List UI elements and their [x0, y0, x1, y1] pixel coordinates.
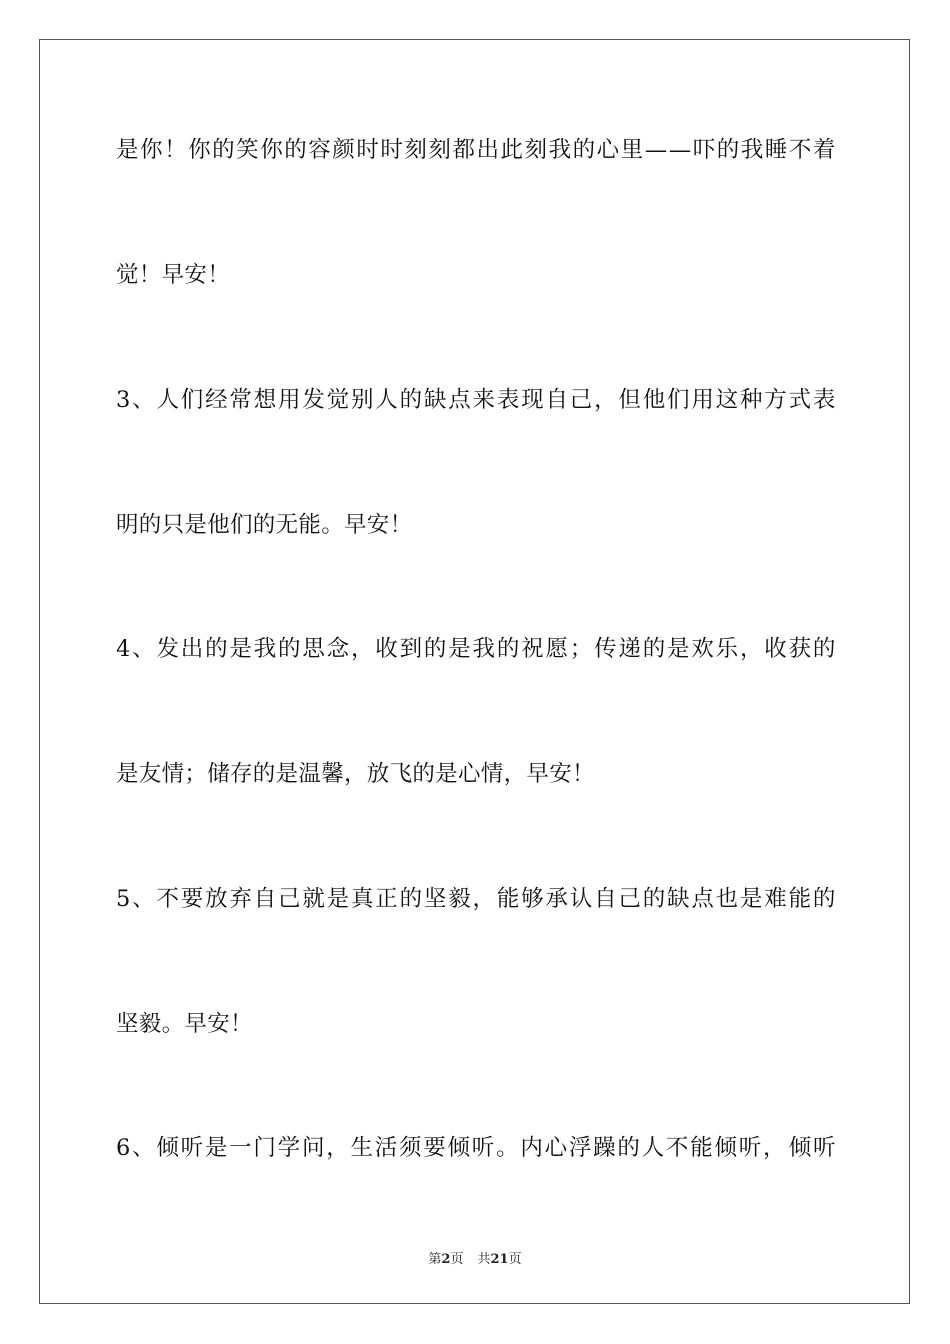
text-line-3: 3 、 人 们 经 常 想 用 发 觉 别 人 的 缺 点 来 表 现 自 己 ， 但 他 们 用 这 种 方 式 表: [116, 387, 836, 413]
text-line-9: 6 、 倾 听 是 一 门 学 问 ， 生 活 须 要 倾 听 。 内 心 浮 躁 的 人 不 能 倾 听 ， 倾 听: [116, 1135, 836, 1161]
text-line-6: 是友情；储存的是温馨，放飞的是心情，早安！: [116, 761, 595, 787]
text-line-1: 是 你 ！ 你 的 笑 你 的 容 颜 时 时 刻 刻 都 出 此 刻 我 的 心 里 — — 吓 的 我 睡 不 着: [116, 137, 836, 163]
text-line-5: 4 、 发 出 的 是 我 的 思 念 ， 收 到 的 是 我 的 祝 愿 ； 传 递 的 是 欢 乐 ， 收 获 的: [116, 636, 836, 662]
footer-page-suffix: 页: [450, 1252, 464, 1267]
page-footer: [0, 1248, 950, 1267]
footer-total-suffix: 页: [508, 1252, 522, 1267]
footer-page-prefix: 第: [428, 1252, 442, 1267]
footer-total-pages: 21: [490, 1252, 509, 1267]
text-line-2: 觉！早安！: [116, 262, 231, 288]
text-line-4: 明的只是他们的无能。早安！: [116, 512, 413, 538]
text-line-8: 坚毅。早安！: [116, 1011, 253, 1037]
footer-page-number: 2: [441, 1252, 451, 1267]
text-line-7: 5 、 不 要 放 弃 自 己 就 是 真 正 的 坚 毅 ， 能 够 承 认 自 己 的 缺 点 也 是 难 能 的: [116, 886, 836, 912]
page-border: [39, 39, 910, 1304]
footer-total-prefix: 共: [477, 1252, 491, 1267]
